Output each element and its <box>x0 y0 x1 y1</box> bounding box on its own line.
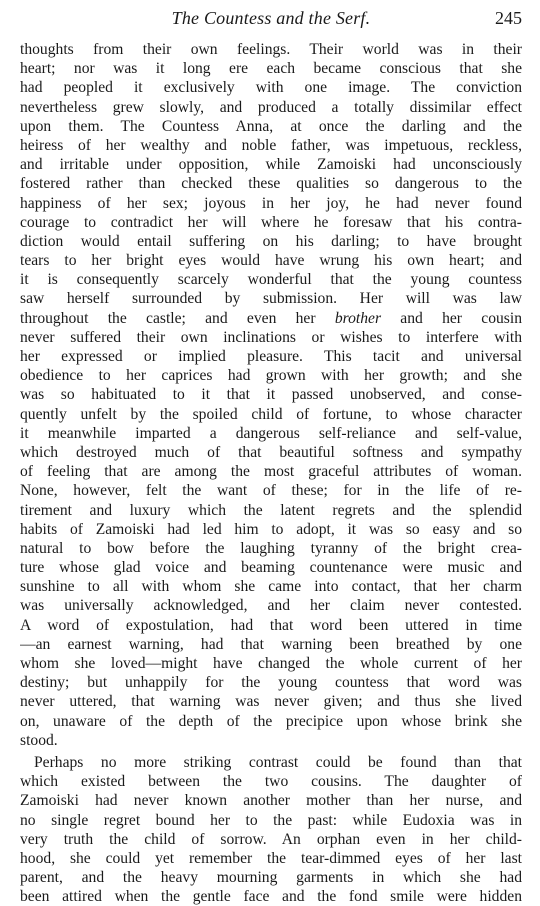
body-text <box>20 40 522 906</box>
text-line: saw herself surrounded by submission. Her will was law <box>20 290 522 308</box>
text-segment: throughout the castle; and even her <box>20 309 335 327</box>
paragraph-start-line: Perhaps no more striking contrast could be found than that <box>34 753 522 771</box>
text-line: Zamoiski had never known another mother than her nurse, and <box>20 792 522 810</box>
text-line: tears to her bright eyes would have wrung his own heart; and <box>20 252 522 270</box>
text-line: on, unaware of the depth of the precipice upon whose brink she <box>20 712 522 730</box>
text-line: never uttered, that warning was never given; and thus she lived <box>20 693 522 711</box>
text-line: diction would entail suffering on his darling; to have brought <box>20 232 522 250</box>
text-line: nevertheless grew slowly, and produced a totally dissimilar effect <box>20 98 522 116</box>
paragraph-end-line: stood. <box>20 731 58 749</box>
running-title: The Countess and the Serf. <box>171 8 371 28</box>
text-line: habits of Zamoiski had led him to adopt, it was so easy and so <box>20 520 522 538</box>
text-line: her expressed or implied pleasure. This tacit and universal <box>20 348 522 365</box>
text-line-with-italic <box>20 309 522 328</box>
text-line: natural to bow before the laughing tyranny of the bright crea- <box>20 539 522 557</box>
text-line: sunshine to all with whom she came into contact, that her charm <box>20 578 522 596</box>
text-line: heart; nor was it long ere each became conscious that she <box>20 60 522 78</box>
text-line: happiness of her sex; joyous in her joy, he had never found <box>20 194 522 212</box>
text-line: and irritable under opposition, while Zamoiski had unconsciously <box>20 156 522 174</box>
text-line: destiny; but unhappily for the young countess that word was <box>20 674 522 692</box>
text-line: of feeling that are among the most graceful attributes of woman. <box>20 463 522 481</box>
text-line: upon them. The Countess Anna, at once the darling and the <box>20 117 522 135</box>
text-line: fostered rather than checked these qualities so dangerous to the <box>20 175 522 193</box>
italic-word: brother <box>334 309 382 327</box>
page-number: 245 <box>495 8 522 28</box>
text-line: thoughts from their own feelings. Their world was in their <box>20 41 522 58</box>
text-line: tirement and luxury which the latent regrets and the splendid <box>20 501 522 519</box>
text-line: was so habituated to it that it passed unobserved, and conse- <box>20 386 522 404</box>
text-line: was universally acknowledged, and her claim never contested. <box>20 597 522 615</box>
text-line: had peopled it exclusively with one image. The conviction <box>20 79 522 97</box>
text-line: heiress of her wealthy and noble father, was impetuous, reckless, <box>20 136 522 154</box>
text-line: quently unfelt by the spoiled child of fortune, to whose character <box>20 405 522 423</box>
text-line: ture whose glad voice and beaming countenance were music and <box>20 559 522 577</box>
text-line: never suffered their own inclinations or wishes to interfere with <box>20 328 522 346</box>
text-line: been attired when the gentle face and the fond smile were hidden <box>20 888 522 906</box>
text-line: which destroyed much of that beautiful softness and sympathy <box>20 443 522 461</box>
text-line: very truth the child of sorrow. An orphan even in her child- <box>20 830 522 848</box>
text-line: hood, she could yet remember the tear-dimmed eyes of her last <box>20 849 522 867</box>
text-line: no single regret bound her to the past: while Eudoxia was in <box>20 811 522 829</box>
text-line: it meanwhile imparted a dangerous self-reliance and self-value, <box>20 424 522 442</box>
running-head <box>20 5 522 31</box>
text-line: which existed between the two cousins. The daughter of <box>20 773 522 791</box>
text-line: whom she loved—might have changed the whole current of her <box>20 655 522 672</box>
text-line: it is consequently scarcely wonderful that the young countess <box>20 271 522 289</box>
text-line: None, however, felt the want of these; for in the life of re- <box>20 482 522 500</box>
text-line: obedience to her caprices had grown with her growth; and she <box>20 367 522 385</box>
text-line: A word of expostulation, had that word been uttered in time <box>20 616 522 634</box>
text-line: courage to contradict her will where he foresaw that his contra- <box>20 213 522 231</box>
text-segment: and her cousin <box>381 309 522 327</box>
text-line: parent, and the heavy mourning garments in which she had <box>20 869 522 887</box>
text-line: —an earnest warning, had that warning been breathed by one <box>20 635 522 653</box>
